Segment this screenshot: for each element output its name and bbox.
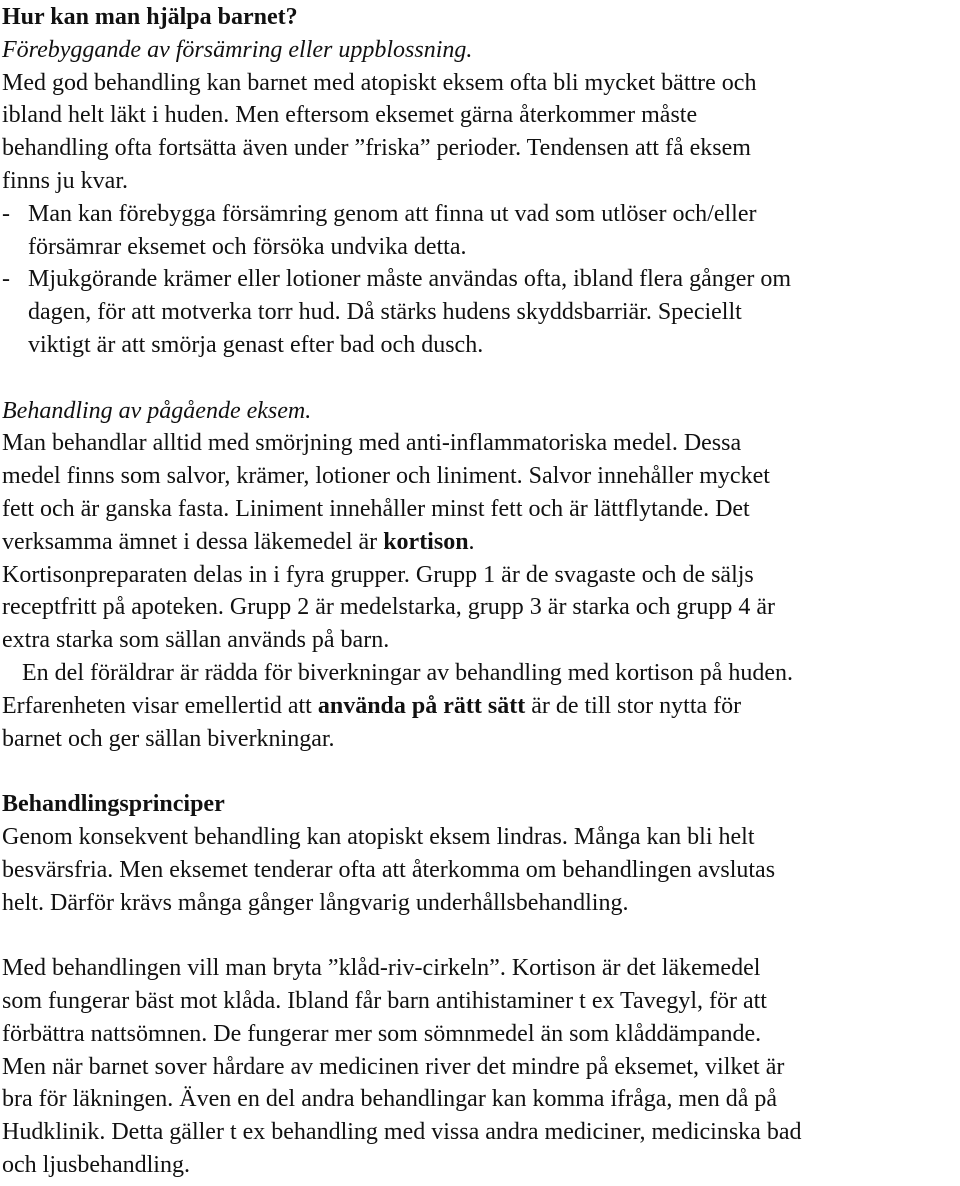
text-span: är de till stor nytta för	[525, 692, 742, 719]
list-item-text: Man kan förebygga försämring genom att finna ut vad som utlöser och/eller	[28, 200, 757, 227]
paragraph-itch-cycle	[2, 952, 958, 1182]
text-line: finns ju kvar.	[2, 167, 128, 194]
text-line: Med behandlingen vill man bryta ”klåd-riv-cirkeln”. Kortison är det läkemedel	[2, 955, 761, 982]
document-page	[2, 1, 958, 1182]
text-line: Genom konsekvent behandling kan atopiskt eksem lindras. Många kan bli helt	[2, 823, 755, 850]
text-line	[2, 198, 958, 231]
text-line	[2, 526, 958, 559]
text-line: som fungerar bäst mot klåda. Ibland får barn antihistaminer t ex Tavegyl, för att	[2, 987, 767, 1014]
text-line: medel finns som salvor, krämer, lotioner och liniment. Salvor innehåller mycket	[2, 463, 770, 490]
emphasis-kortison: kortison	[383, 528, 469, 555]
emphasis-correct-use: använda på rätt sätt	[317, 692, 526, 719]
text-line: En del föräldrar är rädda för biverkningar av behandling med kortison på huden.	[22, 659, 794, 686]
dash-marker: -	[2, 200, 10, 227]
text-line: viktigt är att smörja genast efter bad och dusch.	[28, 331, 484, 358]
spacer	[2, 919, 958, 952]
subheading-treatment: Behandling av pågående eksem.	[2, 397, 312, 424]
list-item	[2, 198, 958, 264]
bullet-list	[2, 198, 958, 362]
text-line: fett och är ganska fasta. Liniment innehåller minst fett och är lättflytande. Det	[2, 495, 750, 522]
spacer	[2, 755, 958, 788]
text-line: behandling ofta fortsätta även under ”friska” perioder. Tendensen att få eksem	[2, 135, 751, 162]
text-line: extra starka som sällan används på barn.	[2, 627, 390, 654]
text-line: Men när barnet sover hårdare av medicinen river det mindre på eksemet, vilket är	[2, 1053, 785, 1080]
text-span: .	[468, 528, 475, 555]
subheading-prevention: Förebyggande av försämring eller uppblossning.	[2, 36, 473, 63]
spacer	[2, 362, 958, 395]
text-line: receptfritt på apoteken. Grupp 2 är medelstarka, grupp 3 är starka och grupp 4 är	[2, 594, 776, 621]
paragraph-principles	[2, 821, 958, 919]
paragraph-groups	[2, 559, 958, 657]
text-line: Med god behandling kan barnet med atopiskt eksem ofta bli mycket bättre och	[2, 69, 757, 96]
text-line: Kortisonpreparaten delas in i fyra grupper. Grupp 1 är de svagaste och de säljs	[2, 561, 754, 588]
section-heading-principles: Behandlingsprinciper	[2, 791, 225, 818]
list-item	[2, 263, 958, 361]
text-span: Erfarenheten visar emellertid att	[2, 692, 318, 719]
text-line: Man behandlar alltid med smörjning med anti-inflammatoriska medel. Dessa	[2, 430, 742, 457]
dash-marker: -	[2, 266, 10, 293]
text-line: ibland helt läkt i huden. Men eftersom eksemet gärna återkommer måste	[2, 102, 698, 129]
text-line: förbättra nattsömnen. De fungerar mer som sömnmedel än som klåddämpande.	[2, 1020, 762, 1047]
text-line: helt. Därför krävs många gånger långvarig underhållsbehandling.	[2, 889, 629, 916]
text-line	[2, 690, 958, 723]
text-line	[2, 263, 958, 296]
main-heading: Hur kan man hjälpa barnet?	[2, 4, 298, 30]
paragraph-side-effects	[2, 657, 958, 755]
list-item-text: Mjukgörande krämer eller lotioner måste användas ofta, ibland flera gånger om	[28, 266, 792, 293]
text-line: och ljusbehandling.	[2, 1151, 190, 1178]
text-line: barnet och ger sällan biverkningar.	[2, 725, 335, 752]
paragraph-treatment	[2, 427, 958, 558]
text-line: dagen, för att motverka torr hud. Då stärks hudens skyddsbarriär. Speciellt	[28, 299, 742, 326]
text-line: bra för läkningen. Även en del andra behandlingar kan komma ifråga, men då på	[2, 1086, 778, 1113]
text-line: Hudklinik. Detta gäller t ex behandling med vissa andra mediciner, medicinska bad	[2, 1119, 802, 1146]
paragraph-intro	[2, 67, 958, 198]
text-line: besvärsfria. Men eksemet tenderar ofta att återkomma om behandlingen avslutas	[2, 856, 776, 883]
text-span: verksamma ämnet i dessa läkemedel är	[2, 528, 384, 555]
text-line: försämrar eksemet och försöka undvika detta.	[28, 233, 467, 260]
